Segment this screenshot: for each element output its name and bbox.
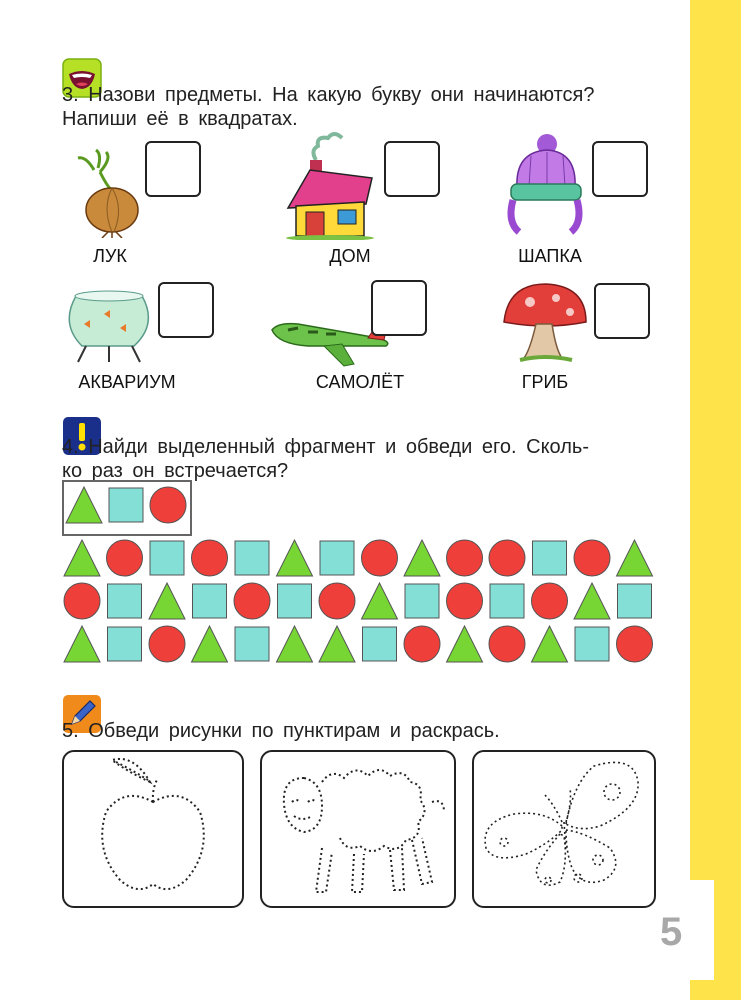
circle-shape xyxy=(489,540,525,576)
trace-card-apple[interactable] xyxy=(62,750,244,908)
square-shape xyxy=(108,584,142,618)
answer-box-house[interactable] xyxy=(384,141,440,197)
circle-shape xyxy=(447,540,483,576)
square-shape xyxy=(235,541,269,575)
word-house: ДОМ xyxy=(329,246,371,266)
mushroom-picture xyxy=(500,280,590,362)
circle-shape xyxy=(362,540,398,576)
square-shape xyxy=(108,627,142,661)
triangle-shape xyxy=(64,540,100,576)
task3-instruction-line2: Напиши её в квадратах. xyxy=(62,108,298,130)
highlighted-fragment xyxy=(64,482,188,532)
house-picture xyxy=(280,120,380,240)
task4-instruction-line1: 4. Найди выделенный фрагмент и обведи его. Сколь- xyxy=(62,436,589,458)
triangle-shape xyxy=(277,540,313,576)
circle-shape xyxy=(234,583,270,619)
circle-shape xyxy=(149,626,185,662)
trace-card-sheep[interactable] xyxy=(260,750,456,908)
trace-card-butterfly[interactable] xyxy=(472,750,656,908)
square-shape xyxy=(575,627,609,661)
answer-box-airplane[interactable] xyxy=(371,280,427,336)
square-shape xyxy=(363,627,397,661)
triangle-shape xyxy=(319,626,355,662)
onion-picture xyxy=(72,148,147,238)
word-airplane: САМОЛЁТ xyxy=(315,372,405,392)
circle-shape xyxy=(532,583,568,619)
circle-shape xyxy=(489,626,525,662)
square-shape xyxy=(278,584,312,618)
word-hat: ШАПКА xyxy=(518,246,582,266)
aquarium-picture xyxy=(64,284,154,364)
square-shape xyxy=(405,584,439,618)
square-shape xyxy=(533,541,567,575)
triangle-shape xyxy=(574,583,610,619)
word-onion: ЛУК xyxy=(93,246,127,266)
triangle-shape xyxy=(532,626,568,662)
square-shape xyxy=(150,541,184,575)
sheep-dotted-drawing xyxy=(262,752,454,906)
triangle-shape xyxy=(64,626,100,662)
triangle-shape xyxy=(404,540,440,576)
circle-shape xyxy=(150,487,186,523)
word-mushroom: ГРИБ xyxy=(521,372,569,392)
circle-shape xyxy=(192,540,228,576)
task4-instruction-line2: ко раз он встречается? xyxy=(62,460,289,482)
answer-box-hat[interactable] xyxy=(592,141,648,197)
triangle-shape xyxy=(192,626,228,662)
page-number: 5 xyxy=(660,910,683,954)
hat-picture xyxy=(505,132,585,242)
answer-box-onion[interactable] xyxy=(145,141,201,197)
triangle-shape xyxy=(362,583,398,619)
triangle-shape xyxy=(617,540,653,576)
square-shape xyxy=(618,584,652,618)
answer-box-mushroom[interactable] xyxy=(594,283,650,339)
shapes-grid xyxy=(62,536,662,670)
circle-shape xyxy=(617,626,653,662)
circle-shape xyxy=(64,583,100,619)
answer-box-aquarium[interactable] xyxy=(158,282,214,338)
square-shape xyxy=(490,584,524,618)
triangle-shape xyxy=(66,487,102,523)
triangle-shape xyxy=(149,583,185,619)
triangle-shape xyxy=(447,626,483,662)
task5-instruction-line1: 5. Обведи рисунки по пунктирам и раскрась. xyxy=(62,720,500,742)
task3-instruction-line1: 3. Назови предметы. На какую букву они начинаются? xyxy=(62,84,595,106)
square-shape xyxy=(193,584,227,618)
word-aquarium: АКВАРИУМ xyxy=(78,372,176,392)
yellow-side-strip xyxy=(690,0,741,1000)
circle-shape xyxy=(319,583,355,619)
butterfly-dotted-drawing xyxy=(474,752,654,906)
apple-dotted-drawing xyxy=(64,752,242,906)
circle-shape xyxy=(574,540,610,576)
triangle-shape xyxy=(277,626,313,662)
circle-shape xyxy=(447,583,483,619)
square-shape xyxy=(235,627,269,661)
square-shape xyxy=(109,488,143,522)
circle-shape xyxy=(404,626,440,662)
square-shape xyxy=(320,541,354,575)
circle-shape xyxy=(107,540,143,576)
